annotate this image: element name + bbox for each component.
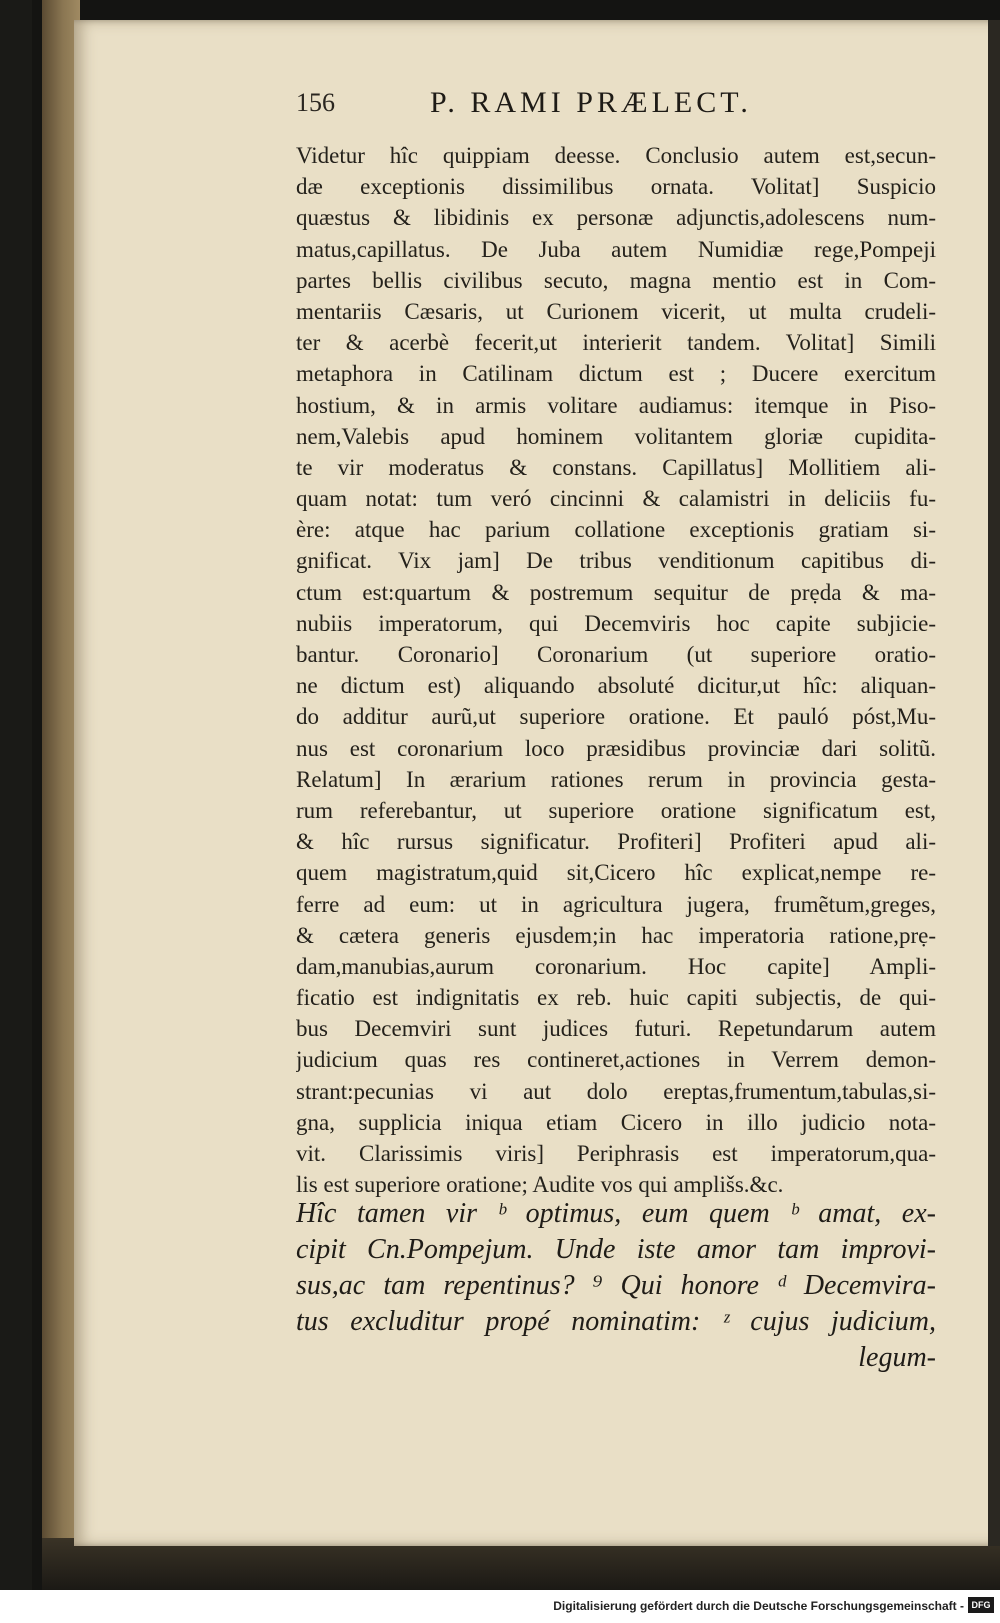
page-right-edge xyxy=(988,20,1000,1546)
text-line: dam,manubias,aurum coronarium. Hoc capite] Ampli- xyxy=(296,953,936,979)
catchword: legum- xyxy=(858,1342,936,1373)
commentary-text xyxy=(296,140,936,1200)
text-line: ne dictum est) aliquando absoluté dicitur,ut hîc: aliquan- xyxy=(296,673,936,699)
text-line: mentariis Cæsaris, ut Curionem vicerit, ut multa crudeli- xyxy=(296,298,936,324)
text-line: bus Decemviri sunt judices futuri. Repetundarum autem xyxy=(296,1016,936,1042)
text-line: nus est coronarium loco præsidibus provinciæ dari solitũ. xyxy=(296,735,936,761)
dfg-logo: DFG xyxy=(968,1597,994,1613)
text-line: & hîc rursus significatur. Profiteri] Profiteri apud ali- xyxy=(296,829,936,855)
text-line: do additur aurũ,ut superiore oratione. Et pauló póst,Mu- xyxy=(296,704,936,730)
text-line: strant:pecunias vi aut dolo ereptas,frumentum,tabulas,si- xyxy=(296,1078,936,1104)
text-line: quem magistratum,quid sit,Cicero hîc explicat,nempe re- xyxy=(296,860,936,886)
text-line: nem,Valebis apud hominem volitantem gloriæ cupidita- xyxy=(296,423,936,449)
text-line: nubiis imperatorum, qui Decemviris hoc capite subjicie- xyxy=(296,610,936,636)
text-line: gna, supplicia iniqua etiam Cicero in illo judicio nota- xyxy=(296,1109,936,1135)
text-line: quæstus & libidinis ex personæ adjunctis,adolescens num- xyxy=(296,205,936,231)
text-line: partes bellis civilibus secuto, magna mentio est in Com- xyxy=(296,267,936,293)
text-line: ferre ad eum: ut in agricultura jugera, frumẽtum,greges, xyxy=(296,891,936,917)
text-line: rum referebantur, ut superiore oratione significatum est, xyxy=(296,797,936,823)
oration-line: Hîc tamen vir ᵇ optimus, eum quem ᵇ amat, ex- xyxy=(296,1198,936,1229)
text-line: gnificat. Vix jam] De tribus venditionum capitibus di- xyxy=(296,548,936,574)
text-line: vit. Clarissimis viris] Periphrasis est imperatorum,qua- xyxy=(296,1141,936,1166)
text-line: ter & acerbè fecerit,ut interierit tandem. Volitat] Simili xyxy=(296,330,936,356)
text-line: quam notat: tum veró cincinni & calamistri in deliciis fu- xyxy=(296,486,936,512)
text-line: te vir moderatus & constans. Capillatus] Mollitiem ali- xyxy=(296,454,936,480)
text-line: dæ exceptionis dissimilibus ornata. Volitat] Suspicio xyxy=(296,174,936,200)
text-line: ctum est:quartum & postremum sequitur de prẹda & ma- xyxy=(296,579,936,605)
text-line: ère: atque hac parium collatione exceptionis gratiam si- xyxy=(296,517,936,543)
text-line: matus,capillatus. De Juba autem Numidiæ rege,Pompeji xyxy=(296,236,936,262)
oration-text xyxy=(296,1196,936,1376)
footer-credit: Digitalisierung gefördert durch die Deutsche Forschungsgemeinschaft - xyxy=(553,1599,964,1613)
oration-line: cipit Cn.Pompejum. Unde iste amor tam improvi- xyxy=(296,1234,936,1265)
text-line: hostium, & in armis volitare audiamus: itemque in Piso- xyxy=(296,392,936,418)
text-line: bantur. Coronario] Coronarium (ut superiore oratio- xyxy=(296,642,936,667)
text-line: Relatum] In ærarium rationes rerum in provincia gesta- xyxy=(296,766,936,792)
text-line: ficatio est indignitatis ex reb. huic capiti subjectis, de qui- xyxy=(296,985,936,1011)
text-line: & cætera generis ejusdem;in hac imperatoria ratione,prẹ- xyxy=(296,922,936,948)
oration-line: sus,ac tam repentinus? ⁹ Qui honore ᵈ Decemvira- xyxy=(296,1270,936,1301)
text-line: judicium quas res contineret,actiones in Verrem demon- xyxy=(296,1047,936,1073)
running-head: P. RAMI PRÆLECT. xyxy=(430,86,752,119)
oration-line: tus excluditur propé nominatim: ᶻ cujus judicium, xyxy=(296,1306,936,1337)
text-line: lis est superiore oratione; Audite vos qui amplišs.&c. xyxy=(296,1172,784,1198)
text-line: metaphora in Catilinam dictum est ; Ducere exercitum xyxy=(296,361,936,387)
page-number: 156 xyxy=(296,88,335,117)
text-line: Videtur hîc quippiam deesse. Conclusio autem est,secun- xyxy=(296,143,936,168)
